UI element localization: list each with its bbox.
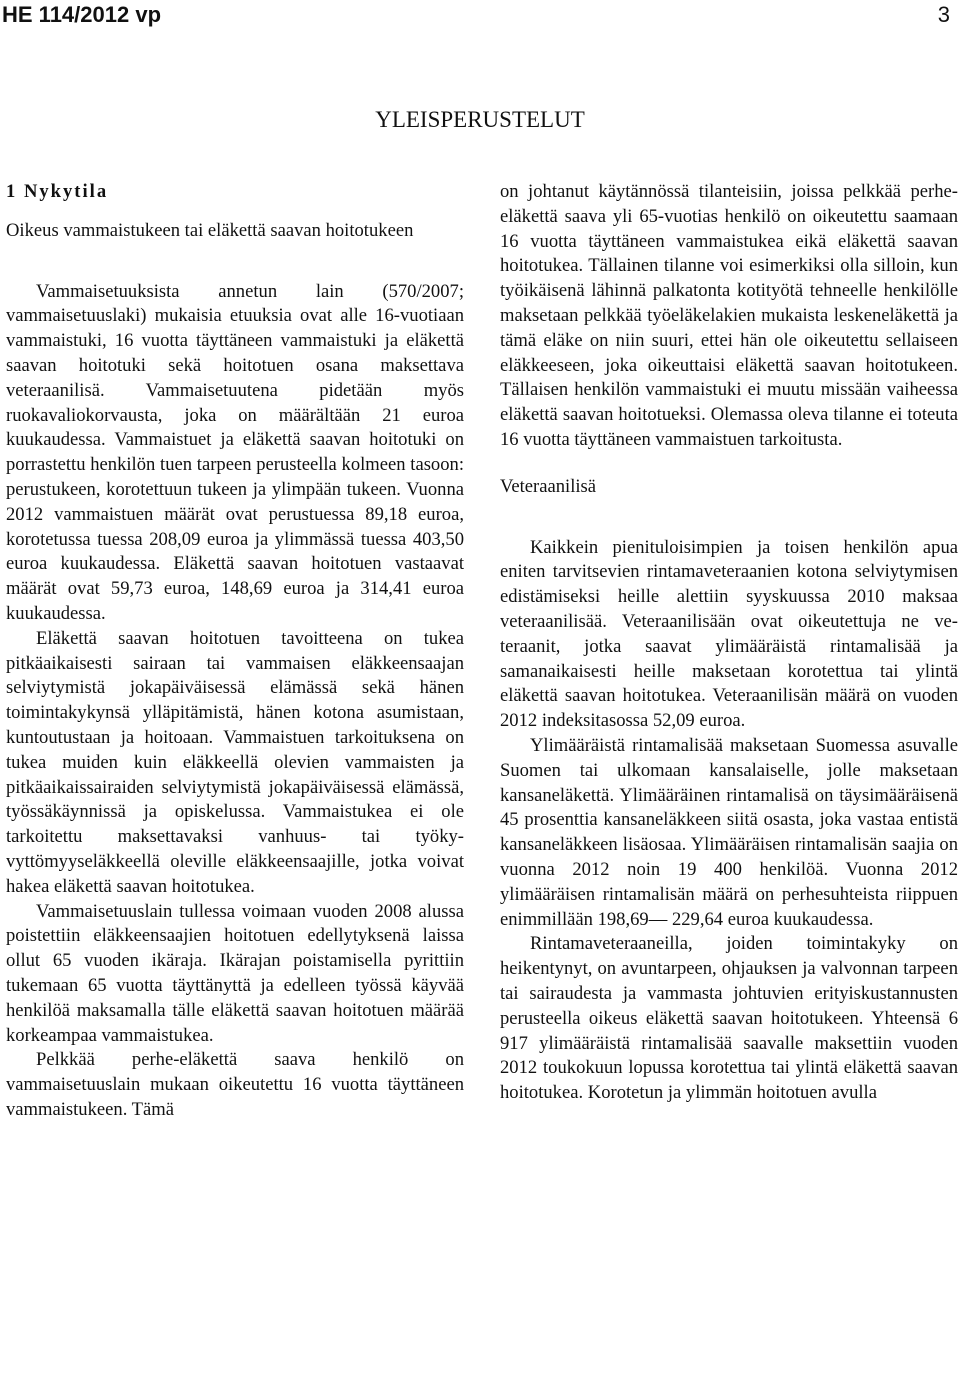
paragraph-continued: on johtanut käytännössä tilanteisiin, joissa pelkkää perhe-eläkettä saava yli 65-vuotias henkilö on oikeutettu saamaan 16 vuotta täyttäneen vammaistukea eikä eläkettä saavan hoitotukea. Tällainen tilanne voi esimerkiksi olla silloin, kun työikäisenä lähinnä palkatonta kotityötä tehneelle henkilölle maksetaan pelkkää työeläkelakien mukaista leskeneläkettä ja tämä eläke on niin suuri, ettei hän ole oikeutettu sellaiseen eläkkeeseen, joka oikeuttaisi eläkettä saavan hoitotukeen. Tällaisen henkilön vammaistuki ei muutu missään vaiheessa eläkettä saavan hoitotueksi. Olemassa oleva tilanne ei toteuta 16 vuotta täyttäneen vammaistuen tarkoitusta.	[500, 181, 958, 450]
spacer	[500, 453, 958, 475]
paragraph: Kaikkein pienituloisimpien ja toisen henkilön apua eniten tarvitsevien rintamaveteraanien kotona selviytymisen edistämiseksi heille alettiin syyskuussa 2010 maksaa veteraanilisää. Veteraanilisään ovat oikeutettuja ne veteraanit, jotka saavat ylimääräistä rintamalisää ja samanaikaisesti heille maksetaan korotettua tai ylintä eläkettä saavan hoitotukea. Veteraanilisän määrä on vuoden 2012 indeksitasossa 52,09 euroa.	[500, 536, 958, 732]
document-id: HE 114/2012 vp	[2, 2, 162, 27]
paragraph: Pelkkää perhe-eläkettä saava henkilö on vammaisetuuslain mukaan oikeutettu 16 vuotta täyttäneen vammaistukeen. Tämä	[6, 1049, 464, 1120]
paragraph: Vammaisetuuksista annetun lain (570/2007; vammaisetuuslaki) mukaisia etuuksia ovat alle 16-vuotiaan vammaistuki, 16 vuotta täyttäneen vammaistuki ja eläkettä saavan hoitotuki sekä hoitotuen osana maksettava veteraanilisä. Vammaisetuutena pidetään myös ruokavaliokorvausta, joka on määrältään 21 euroa kuukaudessa. Vammaistuet ja eläkettä saavan hoitotuki on porrastettu henkilön tuen tarpeen perusteella kolmeen tasoon: perustukeen, korotettuun tukeen ja ylimpään tukeen. Vuonna 2012 vammaistuen määrät ovat perustuessa 89,18 euroa, korotetussa tuessa 208,09 euroa ja ylimmässä tuessa 403,50 euroa kuukaudessa. Eläkettä saavan hoitotuen vastaavat määrät ovat 59,73 euroa, 148,69 euroa ja 314,41 euroa kuukaudessa.	[6, 280, 464, 624]
section-title: YLEISPERUSTELUT	[375, 107, 585, 132]
paragraph: Vammaisetuuslain tullessa voimaan vuoden 2008 alussa poistettiin eläkkeensaajien hoitotuen edellytyksenä laissa ollut 65 vuoden ikäraja. Ikärajan poistamisella pyrittiin tukemaan 65 vuotta täyttänyttä ja edelleen työssä käyvää henkilöä maksamalla tälle eläkettä saavan hoitotuen määrää korkeampaa vammaistukea.	[6, 900, 464, 1046]
page-number: 3	[937, 2, 950, 27]
right-column	[500, 180, 958, 1106]
spacer	[6, 258, 464, 280]
paragraph: Rintamaveteraaneilla, joiden toimintakyky on heikentynyt, on avuntarpeen, ohjauksen ja valvonnan tarpeen tai sairaudesta ja vammasta johtuvien erityiskustannusten perusteella oikeus eläkettä saavan hoitotukeen. Yhteensä 6 917 ylimääräistä rintamalisää saavalle maksettiin vuoden 2012 toukokuun lopussa korotettua tai ylintä eläkettä saavan hoitotukea. Korotetun ja ylimmän hoitotuen avulla	[500, 933, 958, 1104]
subheading: Veteraanilisä	[500, 475, 597, 497]
spacer	[500, 514, 958, 536]
paragraph: Ylimääräistä rintamalisää maksetaan Suomessa asuvalle Suomen tai ulkomaan kansalaiselle, jolle maksetaan kansaneläkettä. Ylimääräinen rintamalisä on täysimääräisenä 45 prosenttia kansaneläkkeen siitä osasta, joka vastaa entistä kansaneläkkeen lisäosaa. Ylimääräisen rintamalisän saajia on vuonna 2012 noin 19 400 henkilöä. Vuonna 2012 ylimääräisen rintamalisän määrä on perhesuhteista riippuen enimmillään 198,69— 229,64 euroa kuukaudessa.	[500, 734, 958, 930]
left-column	[6, 180, 464, 1123]
subheading: Oikeus vammaistukeen tai eläkettä saavan hoitotukeen	[6, 219, 414, 241]
chapter-heading: 1 Nykytila	[6, 181, 109, 202]
page-header	[0, 0, 960, 40]
paragraph: Eläkettä saavan hoitotuen tavoitteena on tukea pitkäaikaisesti sairaan tai vammaisen eläkkeensaajan selviytymistä jokapäiväisessä elämässä sekä hänen toimintakykynsä ylläpitämistä, hänen kotona asumistaan, kuntoutustaan ja hoitoaan. Vammaistuen tarkoituksena on tukea muiden kuin eläkkeellä olevien vammaisten ja pitkäaikaissairaiden selviytymistä jokapäiväisessä elämässä, työssäkäynnissä ja opiskelussa. Vammaistukea ei ole tarkoitettu maksettavaksi vanhuus- tai työkyvyttömyyseläkkeellä oleville eläkkeensaajille, jotka voivat hakea eläkettä saavan hoitotukea.	[6, 627, 464, 897]
